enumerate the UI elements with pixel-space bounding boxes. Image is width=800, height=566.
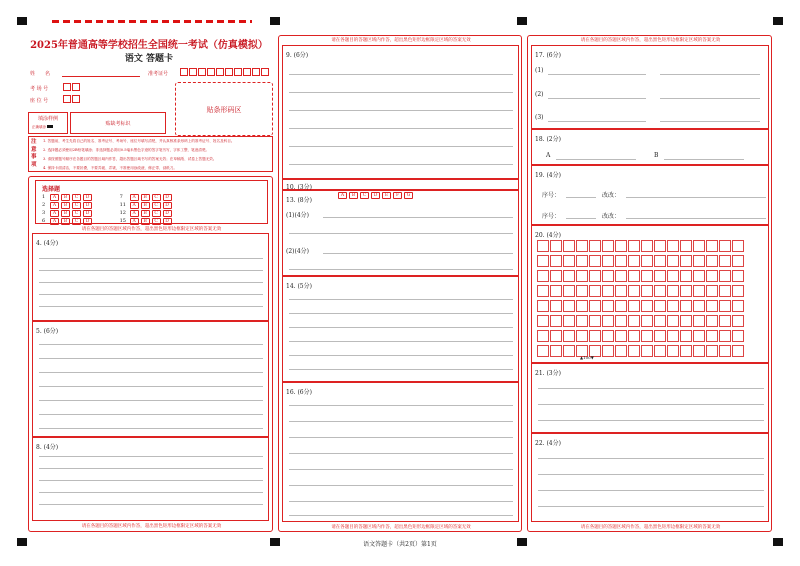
essay-grid-cell[interactable] [641, 345, 653, 357]
essay-grid-cell[interactable] [732, 240, 744, 252]
essay-grid-cell[interactable] [615, 345, 627, 357]
boundary-warning: 请在各题目的答题区域内作答，超出黑色矩形边框限定区域的答案无效 [331, 38, 471, 43]
essay-grid-cell[interactable] [602, 240, 614, 252]
ticket-number-cells[interactable] [180, 68, 270, 76]
essay-grid-cell[interactable] [615, 255, 627, 267]
essay-grid-cell[interactable] [641, 270, 653, 282]
q17-part2: (2) [535, 91, 544, 98]
q5-label: 5. (6分) [36, 328, 59, 335]
name-field[interactable] [62, 76, 140, 77]
q4-answer-box[interactable] [32, 233, 269, 321]
essay-grid-cell[interactable] [641, 240, 653, 252]
essay-grid-cell[interactable] [680, 255, 692, 267]
essay-grid-cell[interactable] [732, 285, 744, 297]
essay-grid-row [537, 330, 745, 342]
essay-grid-cell[interactable] [628, 345, 640, 357]
essay-grid-cell[interactable] [589, 330, 601, 342]
essay-grid-cell[interactable] [550, 255, 562, 267]
corner-mark [17, 538, 27, 546]
essay-grid-cell[interactable] [680, 330, 692, 342]
essay-grid-cell[interactable] [602, 255, 614, 267]
answer-panel-middle [278, 35, 522, 532]
essay-grid-cell[interactable] [732, 345, 744, 357]
essay-grid-cell[interactable] [602, 345, 614, 357]
q14-answer-box[interactable] [282, 276, 519, 382]
room-number-cells[interactable] [63, 83, 81, 91]
essay-grid-cell[interactable] [680, 345, 692, 357]
essay-grid-cell[interactable] [563, 255, 575, 267]
choice-row: 3 A B C D 12 A B C D [42, 210, 174, 217]
q10-choice-box [282, 179, 519, 198]
essay-grid-cell[interactable] [576, 240, 588, 252]
essay-grid-cell[interactable] [693, 285, 705, 297]
essay-grid-cell[interactable] [732, 255, 744, 267]
q19-fix-label: 改改： [602, 213, 621, 220]
essay-grid-cell[interactable] [719, 300, 731, 312]
q19-label: 19. (4分) [535, 172, 561, 179]
essay-grid-cell[interactable] [602, 300, 614, 312]
essay-grid-row [537, 345, 745, 357]
boundary-warning: 请在各题目的答题区域内作答，超出黑色矩形边框限定区域的答案无效 [81, 524, 222, 529]
q20-answer-box[interactable] [531, 225, 769, 363]
essay-grid-cell[interactable] [706, 285, 718, 297]
essay-grid-cell[interactable] [615, 270, 627, 282]
essay-grid-cell[interactable] [628, 300, 640, 312]
essay-grid-cell[interactable] [576, 330, 588, 342]
q13-answer-box[interactable] [282, 190, 519, 276]
q22-label: 22. (4分) [535, 440, 561, 447]
q18-b-label: B [654, 152, 659, 159]
fill-sample-correct: 正确填涂 [32, 125, 53, 130]
notice-item: 3. 请按照题号顺序在各题目的答题区域内作答，超出答题区域书写的答案无效；在草稿纸、试卷上答题无效。 [43, 157, 217, 161]
essay-grid-cell[interactable] [537, 300, 549, 312]
essay-grid-cell[interactable] [641, 255, 653, 267]
essay-grid-cell[interactable] [732, 315, 744, 327]
essay-grid-cell[interactable] [563, 240, 575, 252]
essay-grid-cell[interactable] [667, 300, 679, 312]
notice-item: 4. 保持卡面清洁，不要折叠，不要弄破、弄皱，不准使用涂改液、修正带、刮纸刀。 [43, 166, 177, 170]
page-title: 2025年普通高等学校招生全国统一考试（仿真模拟） [30, 40, 268, 51]
essay-grid-cell[interactable] [537, 345, 549, 357]
essay-grid-cell[interactable] [589, 255, 601, 267]
essay-grid-cell[interactable] [693, 315, 705, 327]
choice-title: 选择题 [42, 186, 61, 193]
essay-grid-cell[interactable] [654, 300, 666, 312]
essay-grid-cell[interactable] [706, 240, 718, 252]
barcode-area [175, 82, 273, 136]
corner-mark [517, 538, 527, 546]
boundary-warning: 请在各题目的答题区域内作答，超出黑色矩形边框限定区域的答案无效 [580, 525, 721, 530]
essay-grid-cell[interactable] [589, 315, 601, 327]
essay-grid-cell[interactable] [576, 255, 588, 267]
essay-grid-cell[interactable] [719, 330, 731, 342]
fill-sample-title: 填涂样例 [37, 116, 58, 122]
essay-grid-cell[interactable] [576, 315, 588, 327]
essay-grid-cell[interactable] [693, 240, 705, 252]
q21-answer-box[interactable] [531, 363, 769, 433]
name-label: 姓 名 [30, 71, 51, 77]
essay-grid-cell[interactable] [602, 330, 614, 342]
choice-row: 1 A B C D 7 A B C D [42, 194, 174, 201]
q8-answer-box[interactable] [32, 437, 269, 521]
essay-grid-cell[interactable] [706, 270, 718, 282]
essay-grid-cell[interactable] [550, 240, 562, 252]
essay-grid-cell[interactable] [537, 330, 549, 342]
room-label: 考 场 号 [30, 86, 49, 92]
essay-grid-cell[interactable] [628, 240, 640, 252]
q17-label: 17. (6分) [535, 52, 561, 59]
q18-a-label: A [546, 152, 551, 159]
q10-label: 10. (3分) [286, 184, 312, 191]
essay-grid-cell[interactable] [654, 285, 666, 297]
q9-label: 9. (6分) [286, 52, 309, 59]
boundary-warning: 请在各题目的答题区域内作答，超出黑色矩形边框限定区域的答案无效 [580, 38, 721, 43]
seat-label: 座 位 号 [30, 98, 49, 104]
essay-grid-cell[interactable] [550, 315, 562, 327]
essay-grid-cell[interactable] [667, 330, 679, 342]
q4-label: 4. (4分) [36, 240, 59, 247]
essay-grid-cell[interactable] [628, 315, 640, 327]
essay-grid-cell[interactable] [706, 255, 718, 267]
essay-grid-cell[interactable] [563, 285, 575, 297]
essay-grid-cell[interactable] [602, 270, 614, 282]
notice-item: 2. 选择题必须使用2B铅笔填涂；非选择题必须用0.5毫米黑色字迹的签字笔书写，字体工整、笔迹清楚。 [43, 148, 210, 152]
essay-grid-cell[interactable] [680, 315, 692, 327]
essay-grid-cell[interactable] [550, 270, 562, 282]
notice-item: 1. 答题前，考生先将自己的姓名、准考证号、考场号、座位号填写清楚，并认真核准条形码上的准考证号、姓名及科目。 [43, 139, 235, 143]
essay-grid-cell[interactable] [576, 270, 588, 282]
essay-grid-cell[interactable] [693, 255, 705, 267]
essay-grid-cell[interactable] [550, 345, 562, 357]
q18-label: 18. (2分) [535, 136, 561, 143]
essay-grid-cell[interactable] [615, 285, 627, 297]
essay-grid-cell[interactable] [563, 270, 575, 282]
choice-row: 2 A B C D 11 A B C D [42, 202, 174, 209]
essay-grid-cell[interactable] [537, 255, 549, 267]
essay-grid-cell[interactable] [667, 285, 679, 297]
essay-grid-cell[interactable] [654, 330, 666, 342]
choice-row: 6 A B C D 15 A B C D [42, 218, 174, 225]
q17-part3: (3) [535, 114, 544, 121]
boundary-warning: 请在各题目的答题区域内作答，超出黑色矩形边框限定区域的答案无效 [81, 227, 222, 232]
essay-grid-cell[interactable] [537, 240, 549, 252]
essay-grid-cell[interactable] [537, 285, 549, 297]
essay-grid-row [537, 240, 745, 252]
essay-grid-cell[interactable] [641, 330, 653, 342]
essay-grid-cell[interactable] [641, 315, 653, 327]
q8-label: 8. (4分) [36, 444, 59, 451]
fill-sample-box [28, 112, 68, 134]
essay-grid-row [537, 300, 745, 312]
essay-grid-cell[interactable] [693, 330, 705, 342]
absent-sticker-box [70, 112, 166, 134]
absent-sticker-label: 贴缺考标识 [105, 121, 131, 127]
essay-grid-cell[interactable] [602, 285, 614, 297]
q19-num-label: 序号： [542, 213, 561, 220]
corner-mark [773, 538, 783, 546]
essay-grid-cell[interactable] [732, 300, 744, 312]
notice-box [28, 136, 273, 172]
corner-mark [17, 17, 27, 25]
top-dash-bar [52, 20, 252, 23]
essay-grid-cell[interactable] [667, 345, 679, 357]
essay-grid-cell[interactable] [654, 240, 666, 252]
essay-grid-cell[interactable] [563, 300, 575, 312]
essay-grid-cell[interactable] [680, 285, 692, 297]
q19-num-label: 序号： [542, 192, 561, 199]
essay-grid-cell[interactable] [576, 285, 588, 297]
page-footer: 语文答题卡（共2页）第1页 [363, 541, 437, 548]
essay-grid-cell[interactable] [680, 240, 692, 252]
essay-grid-cell[interactable] [706, 345, 718, 357]
q16-answer-box[interactable] [282, 382, 519, 522]
q18-answer-box[interactable] [531, 129, 769, 165]
essay-grid-cell[interactable] [693, 345, 705, 357]
essay-grid-cell[interactable] [680, 270, 692, 282]
choice-box [35, 180, 268, 224]
q20-count-mark: ▲100▼ [580, 355, 594, 360]
essay-grid-row [537, 315, 745, 327]
q19-answer-box[interactable] [531, 165, 769, 225]
essay-grid-cell[interactable] [537, 270, 549, 282]
essay-grid-cell[interactable] [615, 315, 627, 327]
essay-grid-cell[interactable] [680, 300, 692, 312]
essay-grid-cell[interactable] [706, 300, 718, 312]
q13-part1-label: (1)(4分) [286, 212, 309, 219]
answer-panel-right [527, 35, 772, 532]
corner-mark [270, 538, 280, 546]
essay-grid-cell[interactable] [719, 315, 731, 327]
essay-grid-cell[interactable] [589, 270, 601, 282]
essay-grid-cell[interactable] [550, 300, 562, 312]
q5-answer-box[interactable] [32, 321, 269, 437]
essay-grid-cell[interactable] [719, 240, 731, 252]
corner-mark [270, 17, 280, 25]
essay-grid-cell[interactable] [667, 270, 679, 282]
essay-grid-cell[interactable] [719, 255, 731, 267]
essay-grid-cell[interactable] [628, 285, 640, 297]
q13-label: 13. (8分) [286, 197, 312, 204]
essay-grid-cell[interactable] [550, 285, 562, 297]
essay-grid-cell[interactable] [615, 300, 627, 312]
q22-answer-box[interactable] [531, 433, 769, 522]
essay-grid-cell[interactable] [628, 270, 640, 282]
essay-grid-cell[interactable] [641, 300, 653, 312]
q14-label: 14. (5分) [286, 283, 312, 290]
q9-answer-box[interactable] [282, 45, 519, 179]
essay-grid-cell[interactable] [654, 270, 666, 282]
essay-grid-row [537, 285, 745, 297]
essay-grid-cell[interactable] [563, 315, 575, 327]
essay-grid-cell[interactable] [576, 300, 588, 312]
essay-grid-cell[interactable] [667, 255, 679, 267]
q13-part2-label: (2)(4分) [286, 248, 309, 255]
essay-grid-cell[interactable] [589, 300, 601, 312]
essay-grid-cell[interactable] [641, 285, 653, 297]
essay-grid-cell[interactable] [667, 315, 679, 327]
page-subtitle: 语文 答题卡 [124, 54, 174, 64]
essay-grid-cell[interactable] [667, 240, 679, 252]
essay-grid-cell[interactable] [654, 255, 666, 267]
essay-grid-cell[interactable] [706, 315, 718, 327]
q19-fix-label: 改改： [602, 192, 621, 199]
essay-grid-cell[interactable] [719, 270, 731, 282]
q17-answer-box[interactable] [531, 45, 769, 129]
essay-grid-cell[interactable] [654, 345, 666, 357]
q20-label: 20. (4分) [535, 232, 561, 239]
notice-title: 注 意 事 项 [31, 139, 37, 168]
essay-grid-cell[interactable] [628, 255, 640, 267]
essay-grid-cell[interactable] [563, 330, 575, 342]
essay-grid-cell[interactable] [615, 330, 627, 342]
essay-grid-cell[interactable] [602, 315, 614, 327]
q10-options[interactable]: A B C D E F G [338, 181, 415, 200]
q21-label: 21. (3分) [535, 370, 561, 377]
essay-grid-cell[interactable] [719, 345, 731, 357]
essay-grid-cell[interactable] [732, 330, 744, 342]
corner-mark [517, 17, 527, 25]
essay-grid-cell[interactable] [615, 240, 627, 252]
barcode-label: 贴条形码区 [206, 106, 242, 114]
corner-mark [773, 17, 783, 25]
q16-label: 16. (6分) [286, 389, 312, 396]
answer-panel-left [28, 176, 273, 532]
seat-number-cells[interactable] [63, 95, 81, 103]
ticket-label: 准考证号 [148, 71, 169, 77]
essay-grid-cell[interactable] [732, 270, 744, 282]
essay-grid-cell[interactable] [589, 240, 601, 252]
essay-grid-row [537, 270, 745, 282]
essay-grid-row [537, 255, 745, 267]
q17-part1: (1) [535, 67, 544, 74]
essay-grid-cell[interactable] [693, 300, 705, 312]
essay-grid-cell[interactable] [589, 285, 601, 297]
essay-grid-cell[interactable] [654, 315, 666, 327]
essay-grid-cell[interactable] [706, 330, 718, 342]
boundary-warning: 请在各题目的答题区域内作答，超出黑色矩形边框限定区域的答案无效 [331, 525, 471, 530]
essay-grid-cell[interactable] [563, 345, 575, 357]
essay-grid-cell[interactable] [719, 285, 731, 297]
essay-grid-cell[interactable] [693, 270, 705, 282]
essay-grid-cell[interactable] [628, 330, 640, 342]
essay-grid-cell[interactable] [537, 315, 549, 327]
essay-grid-cell[interactable] [550, 330, 562, 342]
